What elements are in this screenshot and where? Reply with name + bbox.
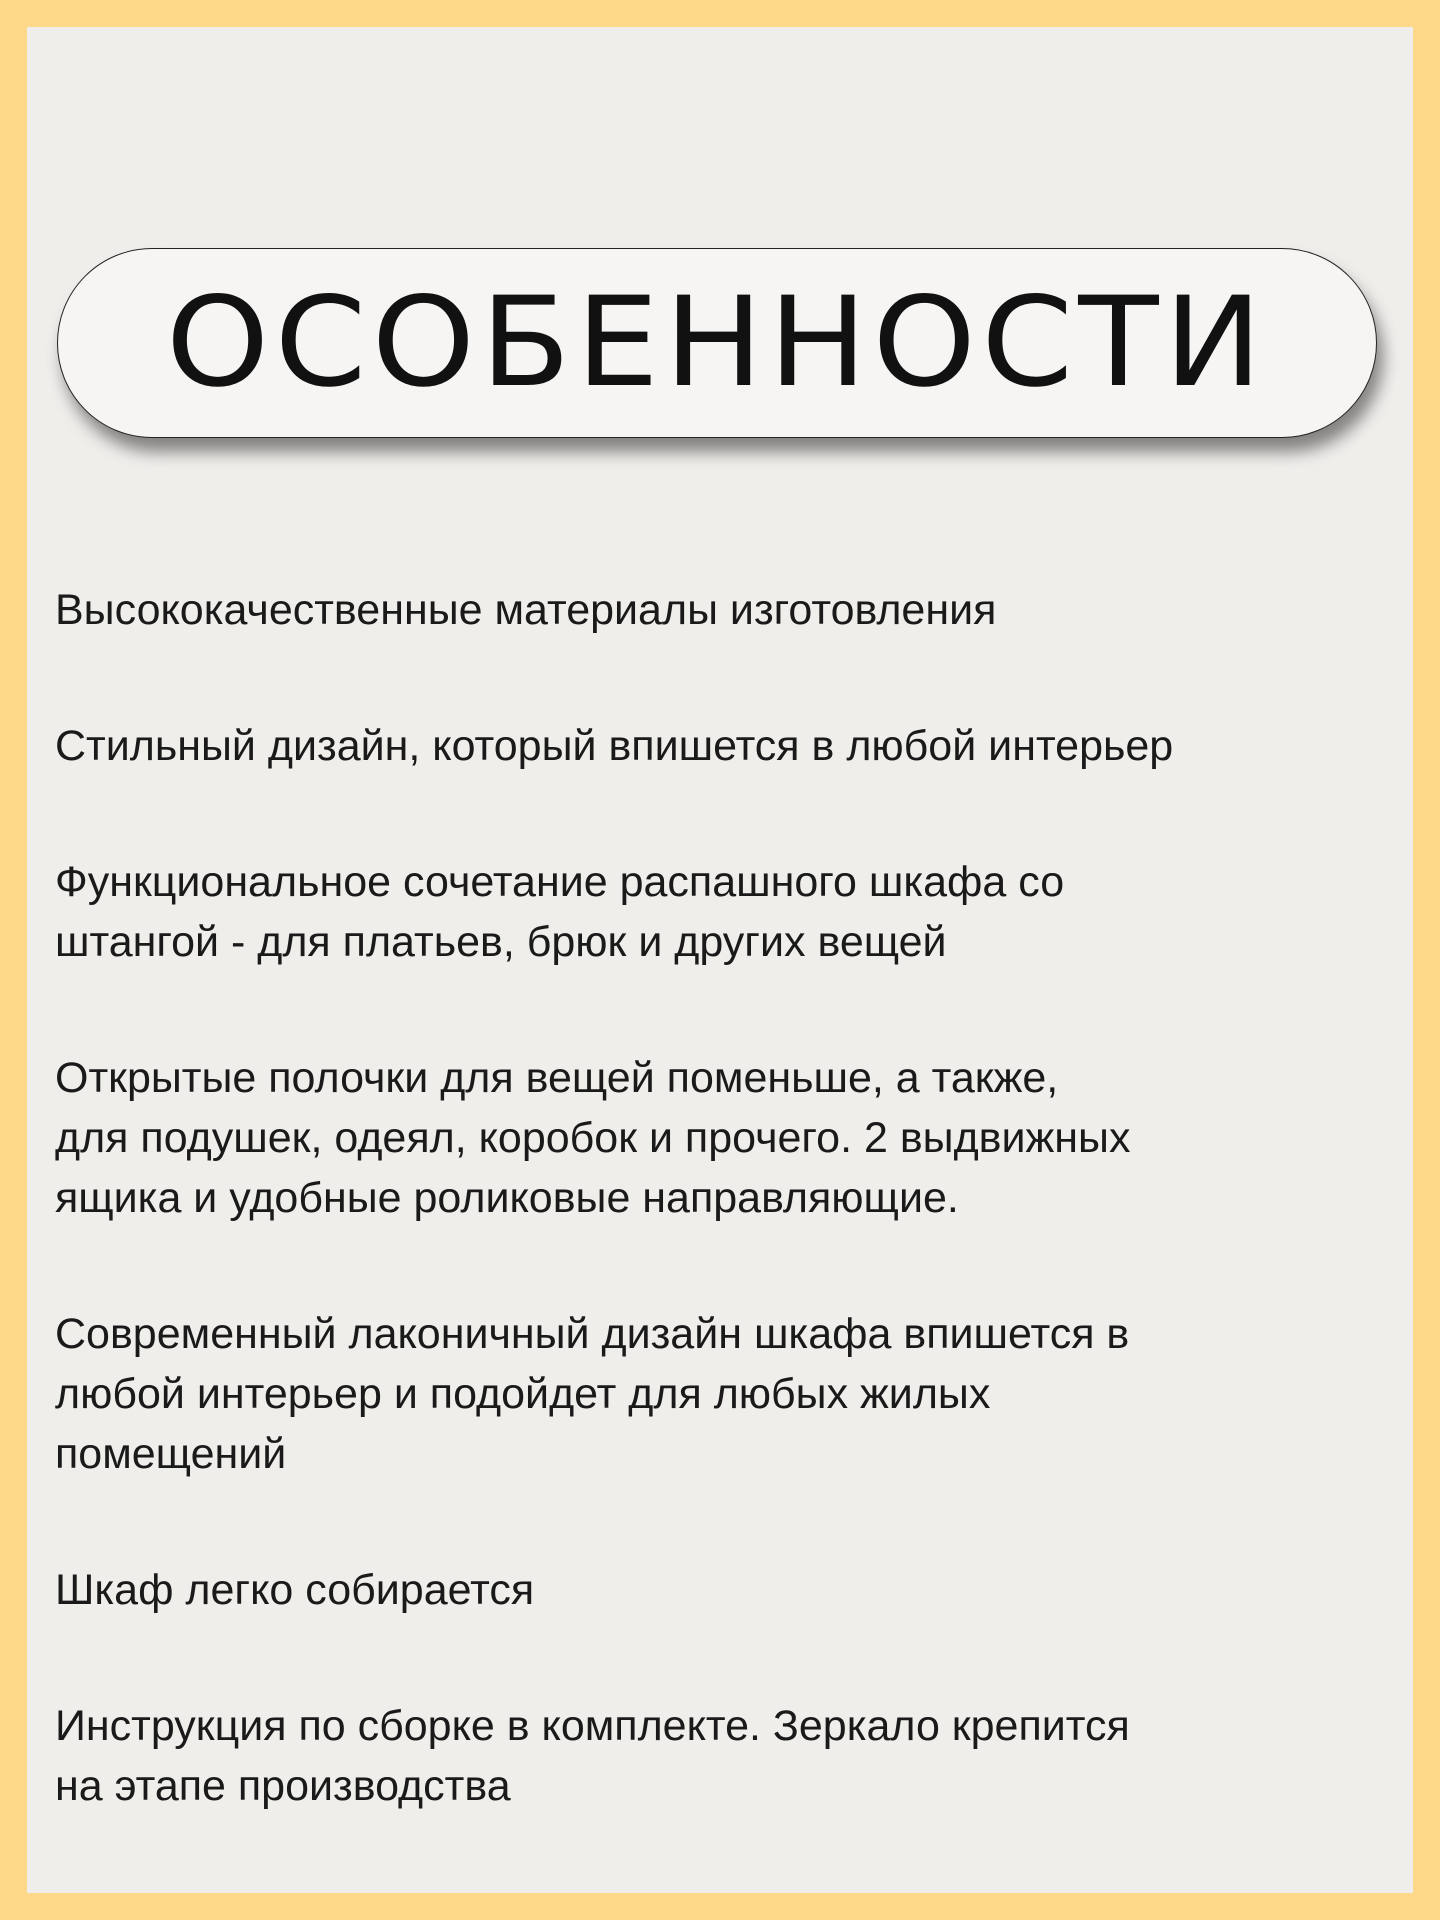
title-banner bbox=[57, 248, 1377, 438]
feature-item-modern-design: Современный лаконичный дизайн шкафа впишется в любой интерьер и подойдет для любых жилых помещений bbox=[55, 1310, 1130, 1478]
content-card bbox=[27, 27, 1413, 1893]
feature-item-easy-assembly: Шкаф легко собирается bbox=[55, 1566, 535, 1614]
feature-item-design: Стильный дизайн, который впишется в любой интерьер bbox=[55, 722, 1174, 770]
feature-item-shelves-drawers: Открытые полочки для вещей поменьше, а также, для подушек, одеял, коробок и прочего. 2 выдвижных ящика и удобные роликовые направляющие. bbox=[55, 1054, 1131, 1222]
features-list bbox=[55, 580, 1395, 1892]
feature-item-materials: Высококачественные материалы изготовления bbox=[55, 586, 997, 634]
feature-item-instructions: Инструкция по сборке в комплекте. Зеркало крепится на этапе производства bbox=[55, 1702, 1130, 1810]
page-title: ОСОБЕННОСТИ bbox=[166, 271, 1268, 415]
feature-item-wardrobe-rod: Функциональное сочетание распашного шкафа со штангой - для платьев, брюк и других вещей bbox=[55, 858, 1065, 966]
